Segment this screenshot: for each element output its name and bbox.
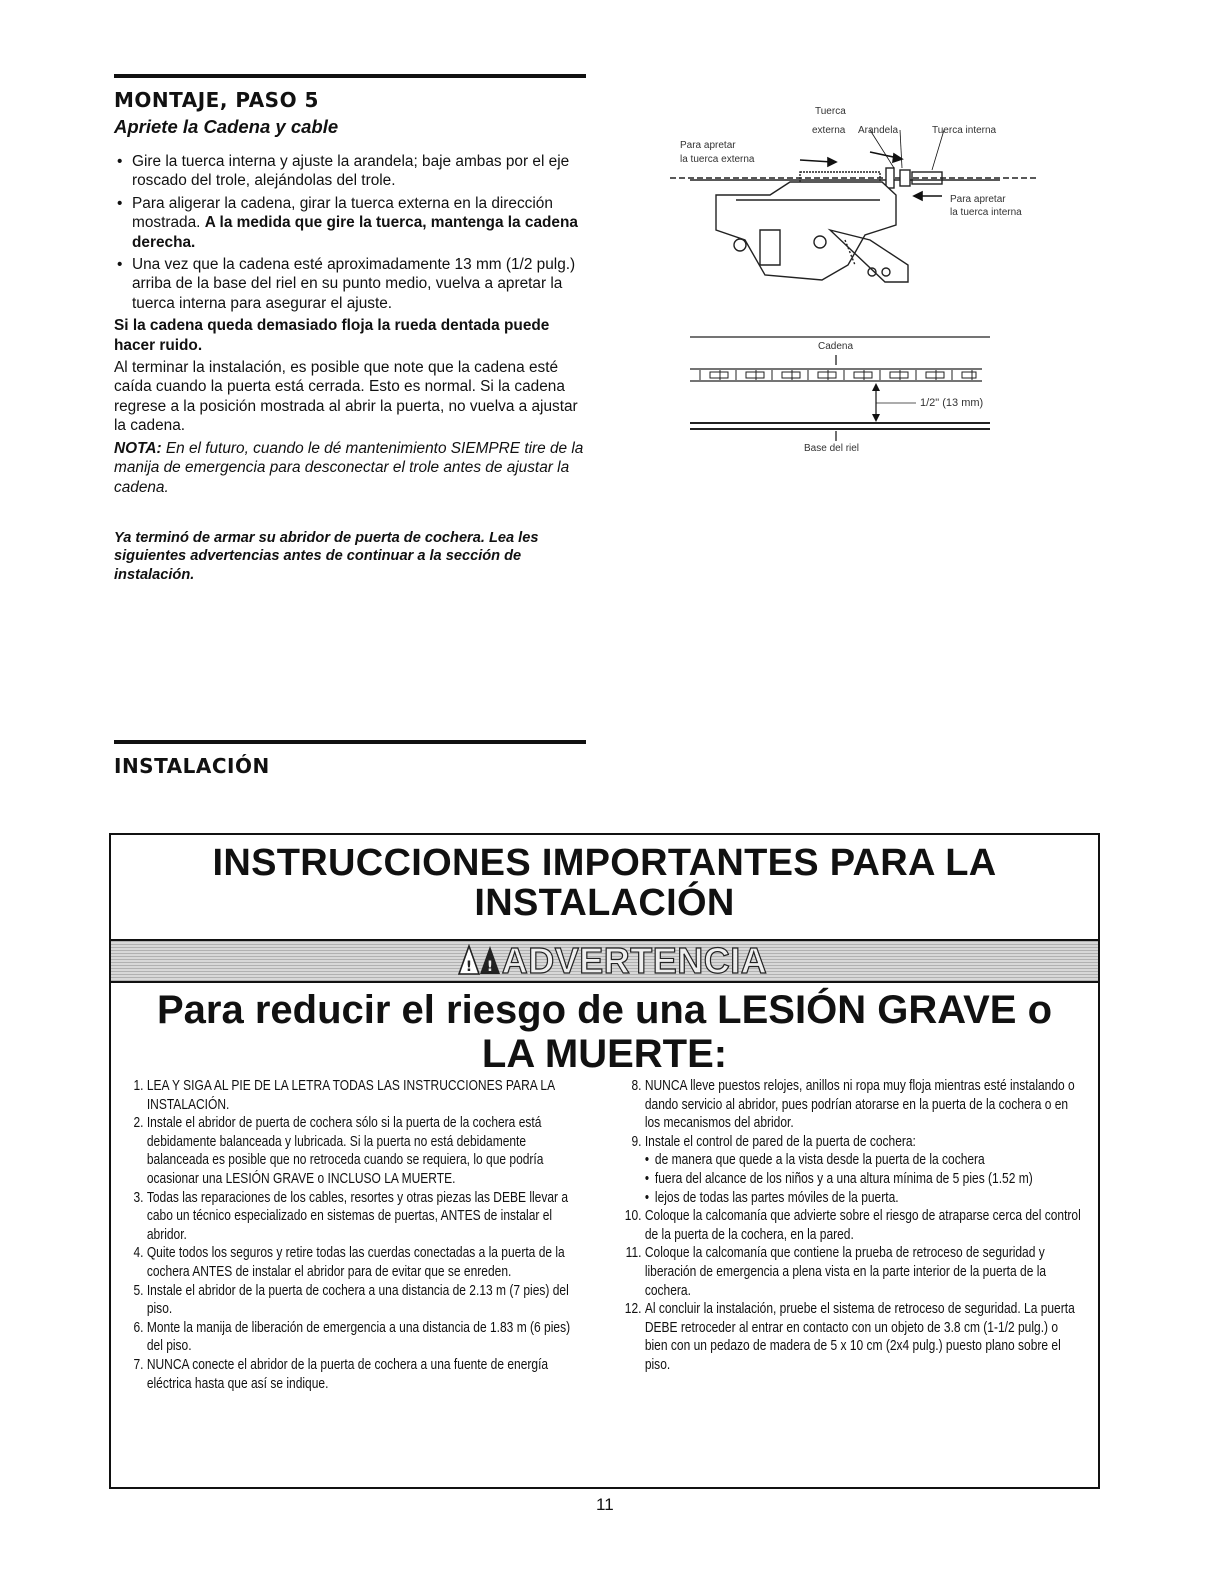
assembly-step-section bbox=[114, 74, 586, 584]
instruction-item: 8. NUNCA lleve puestos relojes, anillos ni ropa muy floja mientras esté instalando o dando servicio al abridor, pues podrían atorarse en la puerta de la cochera o en los mecanismos del abridor. bbox=[631, 1078, 1075, 1132]
maintenance-note: NOTA: En el futuro, cuando le dé mantenimiento SIEMPRE tire de la manija de emergencia para desconectar el trole antes de ajustar la cadena. bbox=[114, 439, 584, 496]
section-title: MONTAJE, PASO 5 bbox=[114, 88, 319, 112]
chain-paragraph: Al terminar la instalación, es posible que note que la cadena esté caída cuando la puerta está cerrada. Esto es normal. Si la cadena regrese a la posición mostrada al abrir la puerta, no vuelva a ajustar la cadena. bbox=[114, 359, 578, 435]
instructions-left-column bbox=[125, 1077, 583, 1393]
step-bullet: • Para aligerar la cadena, girar la tuerca externa en la dirección mostrada. A la medida que gire la tuerca, mantenga la cadena derecha. bbox=[114, 194, 586, 252]
box-title: INSTRUCCIONES IMPORTANTES PARA LA INSTALACIÓN bbox=[212, 842, 997, 924]
box-title-band bbox=[111, 843, 1098, 941]
instruction-subitem: • de manera que quede a la vista desde la puerta de la cochera bbox=[645, 1151, 1081, 1170]
section-rule bbox=[114, 74, 586, 78]
safety-instructions-box bbox=[109, 833, 1100, 1489]
installation-title: INSTALACIÓN bbox=[114, 754, 270, 778]
instruction-item: 10. Coloque la calcomanía que advierte sobre el riesgo de atraparse cerca del control de la puerta de la cochera, en la pared. bbox=[624, 1208, 1081, 1243]
section-subtitle: Apriete la Cadena y cable bbox=[114, 116, 339, 137]
warning-triangle-icon bbox=[458, 944, 502, 978]
instruction-item: 7. NUNCA conecte el abridor de la puerta de cochera a una fuente de energía eléctrica hasta que así se indique. bbox=[133, 1356, 549, 1392]
chain-height-diagram bbox=[690, 335, 1010, 465]
label-para-apretar-externa: Para apretar bbox=[680, 140, 736, 151]
svg-text:!: ! bbox=[486, 959, 494, 975]
page-number: 11 bbox=[596, 1495, 614, 1514]
label-la-tuerca-externa: la tuerca externa bbox=[680, 154, 755, 165]
label-externa: externa bbox=[812, 125, 846, 136]
label-arandela: Arandela bbox=[858, 125, 899, 136]
step-bullet: • Una vez que la cadena esté aproximadamente 13 mm (1/2 pulg.) arriba de la base del riel en su punto medio, vuelva a apretar la tuerca interna para asegurar el ajuste. bbox=[114, 255, 586, 313]
instructions-right-column bbox=[623, 1077, 1081, 1375]
installation-section bbox=[114, 740, 586, 778]
instruction-item: 6. Monte la manija de liberación de emergencia a una distancia de 1.83 m (6 pies) del piso. bbox=[133, 1319, 571, 1355]
label-para-apretar-interna: Para apretar bbox=[950, 194, 1006, 205]
label-cadena: Cadena bbox=[818, 341, 854, 352]
instruction-item: 2. Instale el abridor de puerta de cochera sólo si la puerta de la cochera está debidamente balanceada y lubricada. Si la puerta no está debidamente balanceada es posible que no retroceda cuando se requiera, lo que podría ocasionar una LESIÓN GRAVE o INCLUSO LA MUERTE. bbox=[133, 1115, 544, 1187]
instruction-item: 11. Coloque la calcomanía que contiene la prueba de retroceso de seguridad y liberación de emergencia a plena vista en la parte interior de la puerta de la cochera. bbox=[625, 1245, 1047, 1299]
instruction-item: 4. Quite todos los seguros y retire todas las cuerdas conectadas a la puerta de la cochera ANTES de instalar el abridor para de evitar que se enreden. bbox=[133, 1245, 565, 1280]
label-tuerca: Tuerca bbox=[815, 106, 846, 117]
finish-notice: Ya terminó de armar su abridor de puerta de cochera. Lea les siguientes advertencias antes de continuar a la sección de instalación. bbox=[114, 529, 539, 583]
instruction-item: 9. Instale el control de pared de la puerta de cochera: • de manera que quede a la vista desde la puerta de la cochera • fuera del alcance de los niños y a una altura mínima de 5 pies (1.52 m) • lejos de todas las partes móviles de la puerta. bbox=[623, 1133, 1081, 1207]
trolley-nut-diagram bbox=[650, 100, 1050, 300]
svg-text:!: ! bbox=[465, 959, 473, 975]
step-bullet-list bbox=[114, 152, 586, 313]
instruction-item: 5. Instale el abridor de la puerta de cochera a una distancia de 2.13 m (7 pies) del piso. bbox=[133, 1282, 569, 1318]
warning-band bbox=[111, 941, 1098, 983]
label-base-del-riel: Base del riel bbox=[804, 443, 860, 454]
warning-label: ADVERTENCIA bbox=[501, 940, 768, 981]
risk-heading: Para reducir el riesgo de una LESIÓN GRAVE o LA MUERTE: bbox=[156, 988, 1053, 1076]
chain-warning: Si la cadena queda demasiado floja la rueda dentada puede hacer ruido. bbox=[114, 317, 550, 354]
instruction-item: 1. LEA Y SIGA AL PIE DE LA LETRA TODAS LAS INSTRUCCIONES PARA LA INSTALACIÓN. bbox=[133, 1078, 555, 1113]
instruction-item: 3. Todas las reparaciones de los cables, resortes y otras piezas las DEBE llevar a cabo un técnico especializado en sistemas de puertas, ANTES de instalar el abridor. bbox=[133, 1189, 569, 1243]
instruction-item: 12. Al concluir la instalación, pruebe el sistema de retroceso de seguridad. La puerta DEBE retroceder al entrar en contacto con un objeto de 3.8 cm (1-1/2 pulg.) o bien con un pedazo de madera de 5 x 10 cm (2x4 pulg.) puesto plano sobre el piso. bbox=[624, 1301, 1075, 1373]
section-rule bbox=[114, 740, 586, 744]
label-la-tuerca-interna: la tuerca interna bbox=[950, 207, 1022, 218]
step-bullet: • Gire la tuerca interna y ajuste la arandela; baje ambas por el eje roscado del trole, alejándolas del trole. bbox=[114, 152, 586, 191]
instruction-subitem: • lejos de todas las partes móviles de la puerta. bbox=[645, 1189, 1081, 1208]
label-measure: 1/2" (13 mm) bbox=[920, 397, 984, 409]
label-tuerca-interna: Tuerca interna bbox=[932, 125, 997, 136]
instruction-subitem: • fuera del alcance de los niños y a una altura mínima de 5 pies (1.52 m) bbox=[645, 1170, 1081, 1189]
